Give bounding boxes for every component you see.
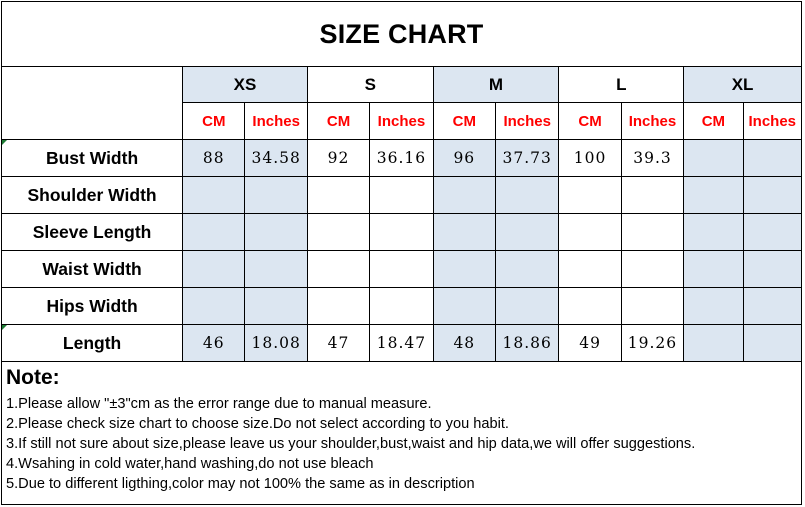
table-row — [2, 214, 802, 251]
measure-cell: 36.16 — [370, 140, 433, 177]
measure-cell — [370, 214, 433, 251]
size-header-xl: XL — [684, 67, 802, 103]
measurement-rows — [2, 140, 802, 362]
row-label — [2, 251, 183, 288]
unit-cm: CM — [433, 103, 495, 140]
measure-cell — [621, 177, 683, 214]
measure-cell — [743, 288, 801, 325]
measure-cell: 48 — [433, 325, 495, 362]
size-header-m: M — [433, 67, 559, 103]
measure-cell: 34.58 — [245, 140, 307, 177]
row-label — [2, 140, 183, 177]
measure-cell — [245, 177, 307, 214]
measure-cell — [743, 251, 801, 288]
row-label-text: Hips Width — [46, 295, 138, 316]
measure-cell — [433, 177, 495, 214]
measure-cell — [370, 177, 433, 214]
measure-cell — [684, 288, 743, 325]
measure-cell — [743, 325, 801, 362]
measure-cell: 37.73 — [496, 140, 559, 177]
measure-cell — [245, 251, 307, 288]
measure-cell — [183, 251, 245, 288]
measure-cell — [183, 288, 245, 325]
table-row — [2, 288, 802, 325]
unit-inches: Inches — [621, 103, 683, 140]
measure-cell: 39.3 — [621, 140, 683, 177]
measure-cell: 18.47 — [370, 325, 433, 362]
measure-cell — [496, 288, 559, 325]
note-line-1: 1.Please allow "±3"cm as the error range due to manual measure. — [6, 396, 432, 412]
measure-cell — [433, 288, 495, 325]
measure-cell — [621, 251, 683, 288]
measure-cell — [307, 214, 369, 251]
notes-section — [6, 366, 796, 494]
measure-cell — [307, 251, 369, 288]
measure-cell — [245, 288, 307, 325]
measure-cell — [370, 288, 433, 325]
measure-cell: 46 — [183, 325, 245, 362]
row-label-text: Shoulder Width — [27, 184, 157, 205]
measure-cell — [559, 214, 621, 251]
measure-cell: 96 — [433, 140, 495, 177]
measure-cell: 100 — [559, 140, 621, 177]
notes-heading: Note: — [6, 366, 60, 389]
measure-cell — [743, 214, 801, 251]
unit-cm: CM — [684, 103, 743, 140]
unit-cm: CM — [559, 103, 621, 140]
measure-cell — [496, 177, 559, 214]
measure-cell — [743, 140, 801, 177]
table-row — [2, 251, 802, 288]
size-header-xs: XS — [183, 67, 308, 103]
chart-title: SIZE CHART — [319, 18, 484, 49]
measure-cell — [559, 251, 621, 288]
measure-cell — [307, 177, 369, 214]
unit-inches: Inches — [743, 103, 801, 140]
row-label-text: Waist Width — [42, 258, 142, 279]
note-line-4: 4.Wsahing in cold water,hand washing,do not use bleach — [6, 456, 374, 472]
size-header-s: S — [307, 67, 433, 103]
row-label-text: Bust Width — [45, 147, 139, 168]
row-label — [2, 177, 183, 214]
note-line-2: 2.Please check size chart to choose size.Do not select according to you habit. — [6, 416, 509, 432]
table-row — [2, 177, 802, 214]
measure-cell — [496, 251, 559, 288]
unit-cm: CM — [183, 103, 245, 140]
measure-cell — [621, 214, 683, 251]
measure-cell: 88 — [183, 140, 245, 177]
measure-cell: 18.86 — [496, 325, 559, 362]
measure-cell — [183, 177, 245, 214]
row-label — [2, 325, 183, 362]
row-label — [2, 288, 183, 325]
table-row — [2, 325, 802, 362]
cell-marker-icon — [2, 325, 7, 330]
unit-cm: CM — [307, 103, 369, 140]
table-row — [2, 140, 802, 177]
size-table — [1, 66, 802, 362]
size-header-l: L — [559, 67, 684, 103]
measure-cell — [433, 251, 495, 288]
row-label-text: Sleeve Length — [32, 221, 152, 242]
corner-cell — [2, 67, 183, 140]
measure-cell: 49 — [559, 325, 621, 362]
measure-cell — [245, 214, 307, 251]
measure-cell — [183, 214, 245, 251]
note-line-5: 5.Due to different ligthing,color may not 100% the same as in description — [6, 476, 475, 492]
measure-cell — [684, 140, 743, 177]
measure-cell: 19.26 — [621, 325, 683, 362]
measure-cell — [684, 325, 743, 362]
measure-cell: 18.08 — [245, 325, 307, 362]
measure-cell — [621, 288, 683, 325]
measure-cell — [559, 288, 621, 325]
measure-cell — [684, 251, 743, 288]
measure-cell — [433, 214, 495, 251]
measure-cell — [684, 177, 743, 214]
size-header-row — [2, 67, 802, 103]
measure-cell: 92 — [307, 140, 369, 177]
row-label — [2, 214, 183, 251]
note-line-3: 3.If still not sure about size,please leave us your shoulder,bust,waist and hip data,we will offer suggestions. — [6, 436, 696, 452]
measure-cell — [370, 251, 433, 288]
measure-cell — [559, 177, 621, 214]
measure-cell: 47 — [307, 325, 369, 362]
measure-cell — [743, 177, 801, 214]
unit-inches: Inches — [496, 103, 559, 140]
unit-inches: Inches — [245, 103, 307, 140]
cell-marker-icon — [2, 140, 7, 145]
measure-cell — [496, 214, 559, 251]
row-label-text: Length — [62, 332, 122, 353]
measure-cell — [307, 288, 369, 325]
measure-cell — [684, 214, 743, 251]
unit-inches: Inches — [370, 103, 433, 140]
